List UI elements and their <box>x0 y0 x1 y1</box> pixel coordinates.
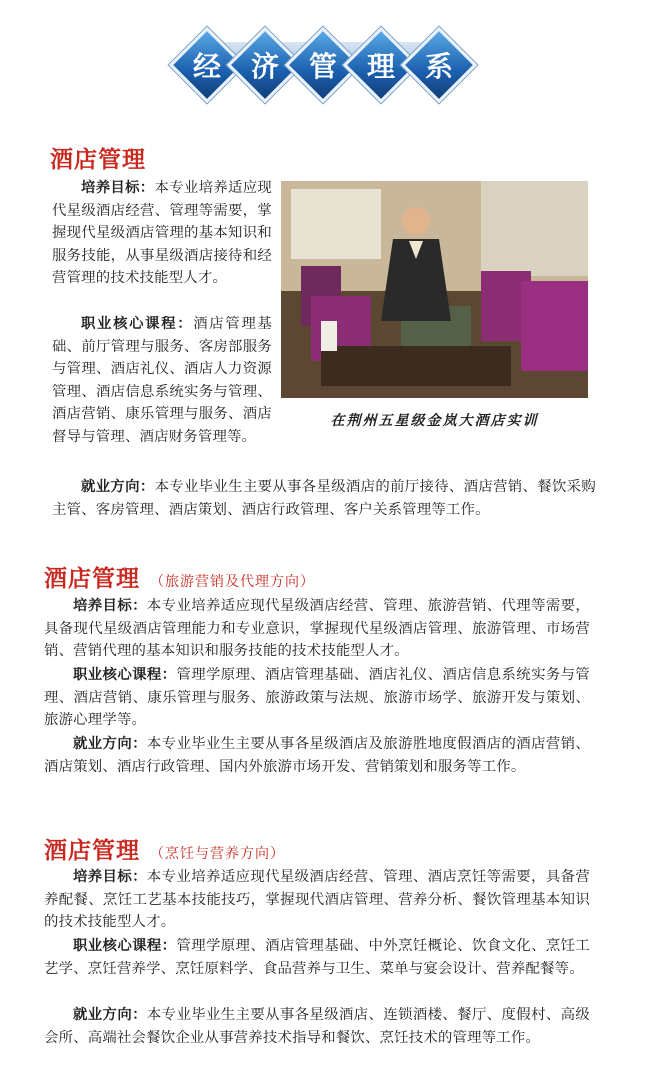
section-1-jobs: 就业方向：本专业毕业生主要从事各星级酒店的前厅接待、酒店营销、餐饮采购主管、客房管理、酒店策划、酒店行政管理、客户关系管理等工作。 <box>52 479 596 518</box>
title-badge: 系 <box>401 27 477 103</box>
title-badge: 理 <box>343 27 419 103</box>
title-badge: 济 <box>227 27 303 103</box>
title-badge: 管 <box>285 27 361 103</box>
hotel-training-photo <box>281 181 588 398</box>
photo-illustration <box>281 181 588 398</box>
section-3-courses: 职业核心课程：管理学原理、酒店管理基础、中外烹饪概论、饮食文化、烹饪工艺学、烹饪营养学、烹饪原料学、食品营养与卫生、菜单与宴会设计、营养配餐等。 <box>44 938 590 977</box>
section-3-jobs: 就业方向：本专业毕业生主要从事各星级酒店、连锁酒楼、餐厅、度假村、高级会所、高端社会餐饮企业从事营养技术指导和餐饮、烹饪技术的管理等工作。 <box>44 1007 590 1046</box>
department-header <box>0 20 646 110</box>
section-3-title: 酒店管理 （烹饪与营养方向） <box>44 838 285 864</box>
section-1-goal: 培养目标：本专业培养适应现代星级酒店经营、管理等需要，掌握现代星级酒店管理的基本知识和服务技能，从事星级酒店接待和经营管理的技术技能型人才。 <box>52 180 272 287</box>
section-2-goal: 培养目标：本专业培养适应现代星级酒店经营、管理、旅游营销、代理等需要，具备现代星级酒店管理能力和专业意识，掌握现代星级酒店管理、旅游管理、市场营销、营销代理的基本知识和服务技能的技术技能型人才。 <box>44 598 590 660</box>
section-2-jobs: 就业方向：本专业毕业生主要从事各星级酒店及旅游胜地度假酒店的酒店营销、酒店策划、酒店行政管理、国内外旅游市场开发、营销策划和服务等工作。 <box>44 736 590 775</box>
section-2-courses: 职业核心课程：管理学原理、酒店管理基础、酒店礼仪、酒店信息系统实务与管理、酒店营销、康乐管理与服务、旅游政策与法规、旅游市场学、旅游开发与策划、旅游心理学等。 <box>44 667 590 729</box>
title-badge: 经 <box>169 27 245 103</box>
photo-caption: 在荆州五星级金岚大酒店实训 <box>330 413 539 429</box>
section-3-goal: 培养目标：本专业培养适应现代星级酒店经营、管理、酒店烹饪等需要，具备营养配餐、烹饪工艺基本技能技巧，掌握现代酒店管理、营养分析、餐饮管理基本知识的技术技能型人才。 <box>44 869 590 931</box>
section-2-title: 酒店管理 （旅游营销及代理方向） <box>44 566 315 592</box>
section-1-courses: 职业核心课程：酒店管理基础、前厅管理与服务、客房部服务与管理、酒店礼仪、酒店人力资源管理、酒店信息系统实务与管理、酒店营销、康乐管理与服务、酒店督导与管理、酒店财务管理等。 <box>52 316 272 445</box>
section-1-title: 酒店管理 <box>50 147 146 173</box>
department-title <box>180 38 466 92</box>
